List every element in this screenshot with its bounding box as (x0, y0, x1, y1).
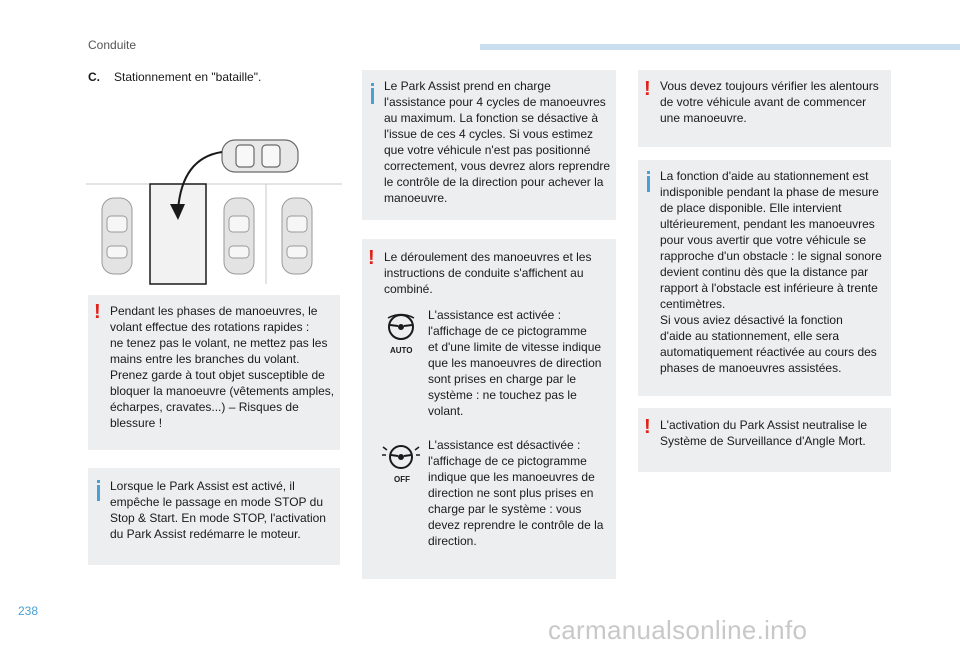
info-text: Le Park Assist prend en charge l'assistance pour 4 cycles de manoeuvres au maximum. La fonction se désactive à l'issue de ces 4 cycles. Si vous estimez que votre véhicule n'est pas positionné correctement, vous devrez alors reprendre le contrôle de la direction pour achever la manoeuvre. (384, 79, 611, 205)
subsection-letter: C. (88, 70, 100, 84)
warning-icon: ! (368, 247, 375, 269)
warning-box-display (362, 239, 616, 579)
warning-text: Le déroulement des manoeuvres et les instructions de conduite s'affichent au combiné. (384, 250, 592, 296)
auto-description: L'assistance est activée : l'affichage de ce pictogramme et d'une limite de vitesse indique que les manoeuvres de direction sont prises en charge par le système : ne touchez pas le volant. (428, 308, 602, 418)
info-text: Lorsque le Park Assist est activé, il empêche le passage en mode STOP du Stop & Start. En mode STOP, l'activation du Park Assist redémarre le moteur. (110, 479, 326, 541)
header-bar (480, 44, 960, 50)
parked-car-right (282, 198, 312, 274)
parking-diagram (86, 128, 342, 286)
warning-text: L'activation du Park Assist neutralise le Système de Surveillance d'Angle Mort. (660, 418, 868, 448)
warning-icon: ! (94, 301, 101, 323)
off-label: OFF (394, 475, 410, 484)
steering-wheel-off-icon (382, 443, 420, 473)
section-title: Conduite (88, 38, 137, 52)
warning-box-blind-spot (638, 408, 891, 472)
moving-car (222, 140, 298, 172)
warning-text: Vous devez toujours vérifier les alentours de votre véhicule avant de commencer une manoeuvre. (660, 79, 879, 125)
info-box-parking-aid (638, 160, 891, 396)
info-icon (647, 176, 650, 192)
watermark: carmanualsonline.info (548, 615, 808, 645)
warning-box-surroundings (638, 70, 891, 147)
warning-icon: ! (644, 416, 651, 438)
parked-car-mid (224, 198, 254, 274)
warning-box-steering (88, 295, 340, 450)
page-number: 238 (18, 604, 39, 618)
info-box-stop-start (88, 468, 340, 565)
warning-text: Pendant les phases de manoeuvres, le volant effectue des rotations rapides : ne tenez pas le volant, ne mettez pas les mains entre les branches du volant. Prenez garde à tout objet susceptible de bloquer la manoeuvre (vêtements amples, écharpes, cravates...) – Risques de blessure ! (110, 304, 335, 430)
subsection-heading (88, 70, 261, 84)
warning-icon: ! (644, 78, 651, 100)
auto-label: AUTO (390, 346, 413, 355)
info-box-cycles (362, 70, 616, 220)
parked-car-left (102, 198, 132, 274)
info-icon (371, 88, 374, 104)
off-description: L'assistance est désactivée : l'affichage de ce pictogramme indique que les manoeuvres de direction ne sont plus prises en charge par le système : vous devez reprendre le contrôle de la direction. (428, 438, 604, 548)
info-text: La fonction d'aide au stationnement est indisponible pendant la phase de mesure de place disponible. Elle intervient ultérieurement, pendant les manoeuvres pour vous avertir que votre véhicule se rapproche d'un obstacle : le signal sonore devient continu dès que la distance par rapport à l'obstacle est inférieure à trente centimètres. Si vous aviez désactivé la fonction d'aide au stationnement, elle sera automatiquement réactivée au cours des phases de manoeuvres assistées. (660, 169, 882, 375)
subsection-text: Stationnement en "bataille". (114, 70, 262, 84)
steering-wheel-auto-icon (384, 313, 418, 343)
info-icon (97, 485, 100, 501)
